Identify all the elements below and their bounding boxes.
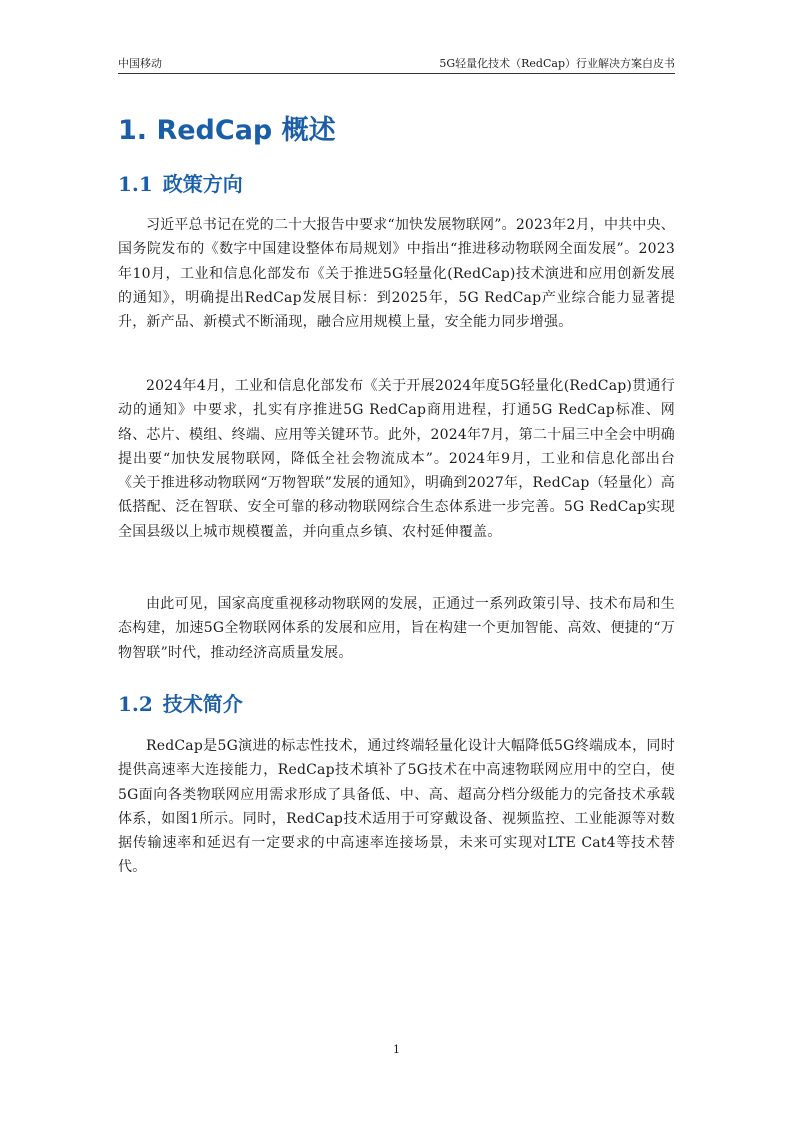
section-heading-tech-intro [118,688,243,717]
header-document-title: 5G轻量化技术（RedCap）行业解决方案白皮书 [439,57,675,70]
chapter-title: 1. RedCap 概述 [118,115,336,146]
paragraph: RedCap是5G演进的标志性技术，通过终端轻量化设计大幅降低5G终端成本，同时提供高速率大连接能力，RedCap技术填补了5G技术在中高速物联网应用中的空白，使5G面向各类物联网应用需求形成了具备低、中、高、超高分档分级能力的完备技术承载体系，如图1所示。同时，RedCap技术适用于可穿戴设备、视频监控、工业能源等对数据传输速率和延迟有一定要求的中高速率连接场景，未来可实现对LTE Cat4等技术替代。 [118,738,675,876]
paragraph: 2024年4月，工业和信息化部发布《关于开展2024年度5G轻量化(RedCap)贯通行动的通知》中要求，扎实有序推进5G RedCap商用进程，打通5G RedCap标准、网络、芯片、模组、终端、应用等关键环节。此外，2024年7月，第二十届三中全会中明确提出要“加快发展物联网，降低全社会物流成本”。2024年9月，工业和信息化部出台《关于推进移动物联网“万物智联”发展的通知》，明确到2027年，RedCap（轻量化）高低搭配、泛在智联、安全可靠的移动物联网综合生态体系进一步完善。5G RedCap实现全国县级以上城市规模覆盖，并向重点乡镇、农村延伸覆盖。 [118,378,675,540]
paragraph: 由此可见，国家高度重视移动物联网的发展，正通过一系列政策引导、技术布局和生态构建，加速5G全物联网体系的发展和应用，旨在构建一个更加智能、高效、便捷的“万物智联”时代，推动经济高质量发展。 [118,596,675,661]
section-heading-policy [118,168,243,197]
header-org-name: 中国移动 [118,57,162,70]
section-title: 政策方向 [162,172,243,196]
section-title: 技术简介 [162,692,243,716]
section-number: 1.1 [118,172,153,196]
section-number: 1.2 [118,692,153,716]
page-header [118,55,675,74]
page-number: 1 [393,1043,400,1056]
paragraph: 习近平总书记在党的二十大报告中要求“加快发展物联网”。2023年2月，中共中央、国务院发布的《数字中国建设整体布局规划》中指出“推进移动物联网全面发展”。2023年10月，工业和信息化部发布《关于推进5G轻量化(RedCap)技术演进和应用创新发展的通知》，明确提出RedCap发展目标：到2025年，5G RedCap产业综合能力显著提升，新产品、新模式不断涌现，融合应用规模上量，安全能力同步增强。 [118,217,675,331]
